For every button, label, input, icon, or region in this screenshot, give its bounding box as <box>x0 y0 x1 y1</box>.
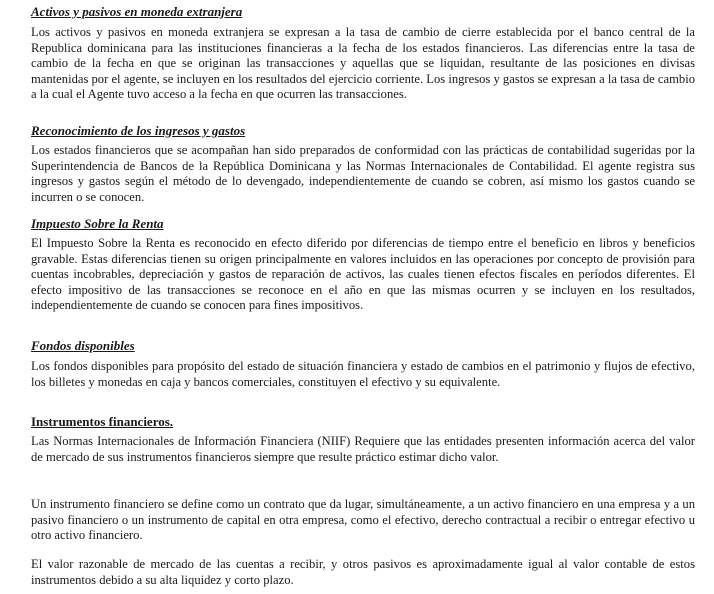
section-heading-impuesto-renta: Impuesto Sobre la Renta <box>31 216 164 231</box>
paragraph-niif: Las Normas Internacionales de Información Financiera (NIIF) Requiere que las entidades presenten información acerca del valor de mercado de sus instrumentos financieros siempre que resulte práctico estimar dicho valor. <box>31 434 695 464</box>
section-heading-instrumentos-financieros: Instrumentos financieros. <box>31 414 174 429</box>
paragraph-reconocimiento: Los estados financieros que se acompañan han sido preparados de conformidad con las prácticas de contabilidad sugeridas por la Superintendencia de Bancos de la República Dominicana y las Normas Internacionales de Contabilidad. El agente registra sus ingresos y gastos según el método de lo devengado, independientemente de cuando se cobren, así mismo los gastos cuando se incurren o se conocen. <box>31 143 695 204</box>
paragraph-valor-razonable: El valor razonable de mercado de las cuentas a recibir, y otros pasivos es aproximadamente igual al valor contable de estos instrumentos debido a su alta liquidez y corto plazo. <box>31 557 695 587</box>
paragraph-activos-pasivos: Los activos y pasivos en moneda extranjera se expresan a la tasa de cambio de cierre establecida por el banco central de la Republica dominicana para las instituciones financieras a la fecha de los estados financieros. Las diferencias entre la tasa de cambio de la fecha en que se originan las transacciones y aquellas que se liquidan, resultante de las posiciones en divisas mantenidas por el agente, se incluyen en los resultados del ejercicio corriente. Los ingresos y gastos se expresan a la tasa de cambio a la cual el Agente tuvo acceso a la fecha en que ocurren las transacciones. <box>31 25 695 102</box>
section-heading-activos-pasivos: Activos y pasivos en moneda extranjera <box>31 4 243 19</box>
paragraph-fondos-disponibles: Los fondos disponibles para propósito del estado de situación financiera y estado de cambios en el patrimonio y flujos de efectivo, los billetes y monedas en caja y bancos comerciales, constituyen el efectivo y su equivalente. <box>31 359 695 389</box>
paragraph-impuesto-renta: El Impuesto Sobre la Renta es reconocido en efecto diferido por diferencias de tiempo entre el beneficio en libros y beneficios gravable. Estas diferencias tienen su origen principalmente en valores incluidos en las operaciones por concepto de provisión para cuentas incobrables, depreciación y gastos de reparación de activos, las cuales tienen efectos fiscales en períodos diferentes. El efecto impositivo de las transacciones se reconoce en el año en que las mismas ocurren y se incluyen en los resultados, independientemente de cuando se conocen para fines impositivos. <box>31 236 695 313</box>
section-heading-fondos-disponibles: Fondos disponibles <box>31 338 135 353</box>
paragraph-definicion-instrumento: Un instrumento financiero se define como un contrato que da lugar, simultáneamente, a un activo financiero en una empresa y a un pasivo financiero o un instrumento de capital en otra empresa, como el efectivo, derecho contractual a recibir o entregar efectivo u otro activo financiero. <box>31 497 695 543</box>
section-heading-reconocimiento: Reconocimiento de los ingresos y gastos <box>31 123 246 138</box>
